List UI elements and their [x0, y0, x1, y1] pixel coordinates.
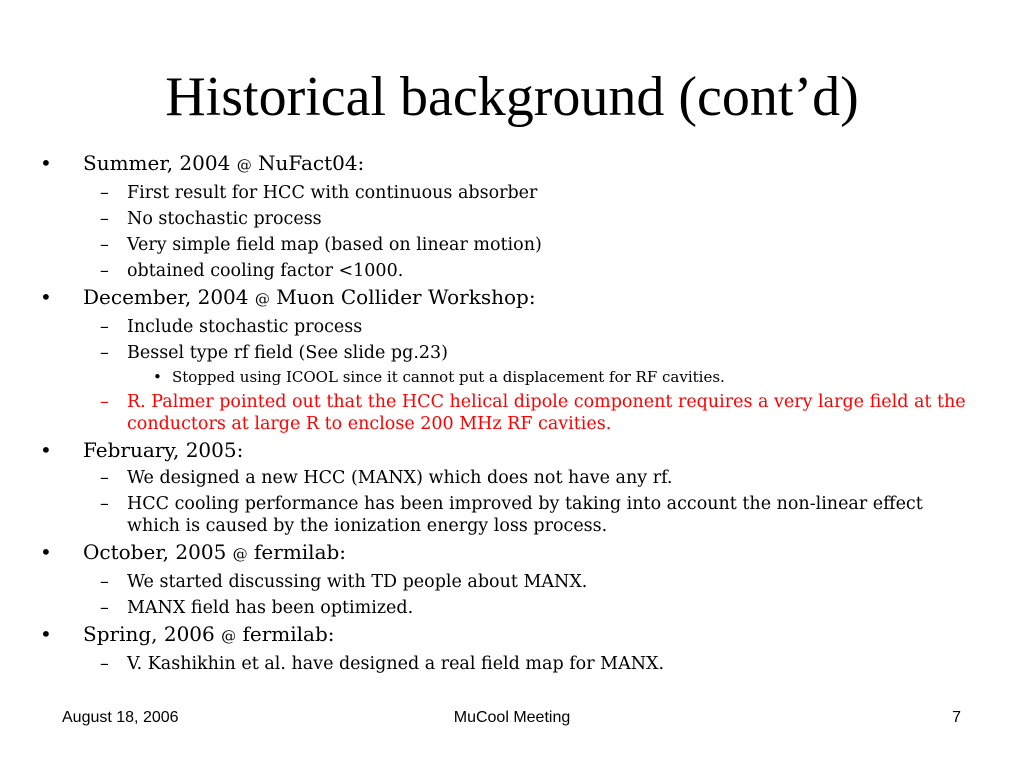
bullet-text: October, 2005 [83, 540, 233, 564]
sub-item-text: We designed a new HCC (MANX) which does not have any rf. [127, 468, 673, 488]
dash-marker: – [100, 392, 109, 412]
sub-item [40, 260, 980, 282]
dash-marker: – [100, 317, 109, 337]
bullet-text: fermilab: [236, 622, 335, 646]
sub-item-text: Bessel type rf field (See slide pg.23) [127, 343, 448, 363]
bullet-text: February, 2005: [83, 438, 244, 462]
dash-marker: – [100, 235, 109, 255]
sub-item-text: V. Kashikhin et al. have designed a real field map for MANX. [127, 654, 665, 674]
bullet-marker: • [40, 285, 52, 309]
bullet-marker: • [40, 540, 52, 564]
sub-item-text: First result for HCC with continuous absorber [127, 183, 538, 203]
at-symbol: @ [236, 156, 252, 174]
footer-date: August 18, 2006 [62, 709, 179, 726]
bullet-text: NuFact04: [251, 151, 365, 175]
sub-item-text: R. Palmer pointed out that the HCC helical dipole component requires a very large field at the conductors at large R to enclose 200 MHz RF cavities. [127, 392, 966, 434]
dash-marker: – [100, 468, 109, 488]
sub-item [40, 493, 980, 537]
sub-item-text: obtained cooling factor <1000. [127, 261, 404, 281]
sub-item-text: No stochastic process [127, 209, 322, 229]
dash-marker: – [100, 494, 109, 514]
sub-item [40, 467, 980, 489]
bullet-text: Muon Collider Workshop: [269, 285, 536, 309]
at-symbol: @ [232, 545, 248, 563]
sub-item [40, 571, 980, 593]
sub-item [40, 597, 980, 619]
dash-marker: – [100, 343, 109, 363]
sub-item [40, 342, 980, 364]
sub-item [40, 182, 980, 204]
sub-item-text: HCC cooling performance has been improved by taking into account the non-linear effect which is caused by the ionization energy loss process. [127, 494, 923, 536]
at-symbol: @ [221, 627, 237, 645]
bullet-february-2005 [40, 438, 980, 463]
small-bullet-marker: • [153, 368, 162, 386]
bullet-marker: • [40, 438, 52, 462]
slide-title: Historical background (cont’d) [165, 66, 859, 128]
sub-item [40, 653, 980, 675]
bullet-december-2004 [40, 285, 980, 312]
bullet-marker: • [40, 151, 52, 175]
bullet-summer-2004 [40, 151, 980, 178]
footer-page-number: 7 [952, 709, 961, 726]
dash-marker: – [100, 261, 109, 281]
dash-marker: – [100, 598, 109, 618]
sub-sub-item [40, 368, 980, 387]
dash-marker: – [100, 209, 109, 229]
sub-item-highlight [40, 391, 980, 435]
sub-item-text: Very simple field map (based on linear motion) [127, 235, 542, 255]
sub-item [40, 316, 980, 338]
bullet-october-2005 [40, 540, 980, 567]
bullet-text: fermilab: [247, 540, 347, 564]
sub-item [40, 208, 980, 230]
dash-marker: – [100, 183, 109, 203]
sub-item [40, 234, 980, 256]
slide-content [40, 148, 980, 675]
bullet-marker: • [40, 622, 52, 646]
sub-item-text: MANX field has been optimized. [127, 598, 414, 618]
dash-marker: – [100, 654, 109, 674]
sub-item-text: We started discussing with TD people about MANX. [127, 572, 588, 592]
sub-sub-item-text: Stopped using ICOOL since it cannot put a displacement for RF cavities. [172, 368, 725, 386]
bullet-text: Spring, 2006 [83, 622, 222, 646]
sub-item-text: Include stochastic process [127, 317, 363, 337]
dash-marker: – [100, 572, 109, 592]
footer-meeting: MuCool Meeting [453, 709, 571, 726]
bullet-text: December, 2004 [83, 285, 255, 309]
bullet-spring-2006 [40, 622, 980, 649]
bullet-text: Summer, 2004 [83, 151, 237, 175]
at-symbol: @ [254, 290, 270, 308]
